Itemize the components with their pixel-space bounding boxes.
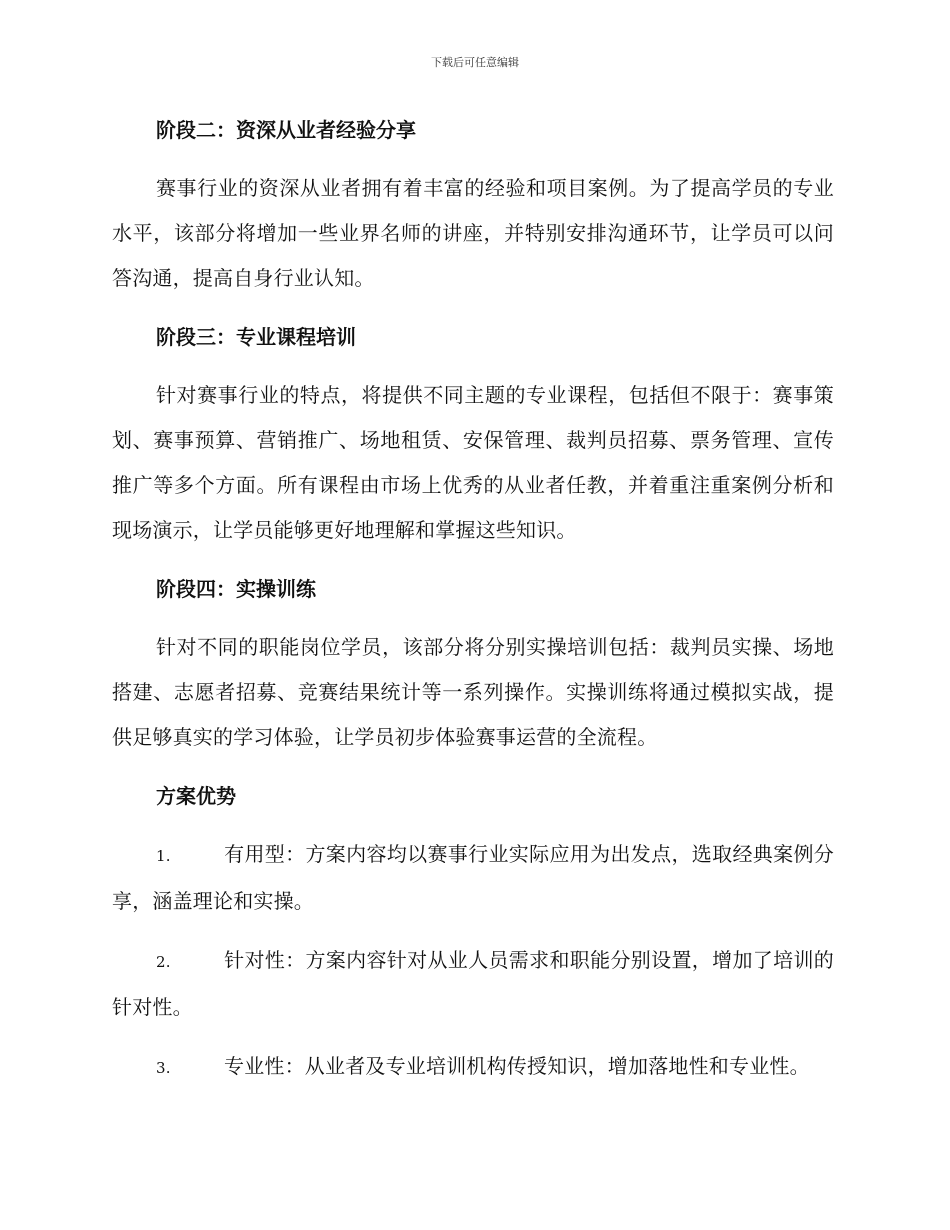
header-note: 下载后可任意编辑 [431, 56, 519, 69]
stage3-heading: 阶段三：专业课程培训 [156, 325, 356, 349]
list-number: 1. [156, 847, 171, 865]
list-text: 专业性：从业者及专业培训机构传授知识，增加落地性和专业性。 [224, 1054, 810, 1078]
advantages-heading: 方案优势 [156, 784, 236, 808]
list-text: 针对性：方案内容针对从业人员需求和职能分别设置，增加了培训的针对性。 [112, 948, 834, 1019]
advantage-item-2 [112, 938, 834, 1030]
list-number: 3. [156, 1059, 171, 1077]
document-body [112, 108, 834, 1105]
list-number: 2. [156, 953, 171, 971]
list-text: 有用型：方案内容均以赛事行业实际应用为出发点，选取经典案例分享，涵盖理论和实操。 [112, 842, 834, 913]
stage3-paragraph: 针对赛事行业的特点，将提供不同主题的专业课程，包括但不限于：赛事策划、赛事预算、营销推广、场地租赁、安保管理、裁判员招募、票务管理、宣传推广等多个方面。所有课程由市场上优秀的从业者任教，并着重注重案例分析和现场演示，让学员能够更好地理解和掌握这些知识。 [112, 383, 834, 542]
advantage-item-1 [112, 832, 834, 924]
stage2-paragraph: 赛事行业的资深从业者拥有着丰富的经验和项目案例。为了提高学员的专业水平，该部分将增加一些业界名师的讲座，并特别安排沟通环节，让学员可以问答沟通，提高自身行业认知。 [112, 176, 834, 290]
stage4-heading: 阶段四：实操训练 [156, 577, 316, 601]
stage4-paragraph: 针对不同的职能岗位学员，该部分将分别实操培训包括：裁判员实操、场地搭建、志愿者招募、竞赛结果统计等一系列操作。实操训练将通过模拟实战，提供足够真实的学习体验，让学员初步体验赛事运营的全流程。 [112, 635, 834, 749]
advantage-item-3 [112, 1044, 834, 1091]
stage2-heading: 阶段二：资深从业者经验分享 [156, 118, 416, 142]
